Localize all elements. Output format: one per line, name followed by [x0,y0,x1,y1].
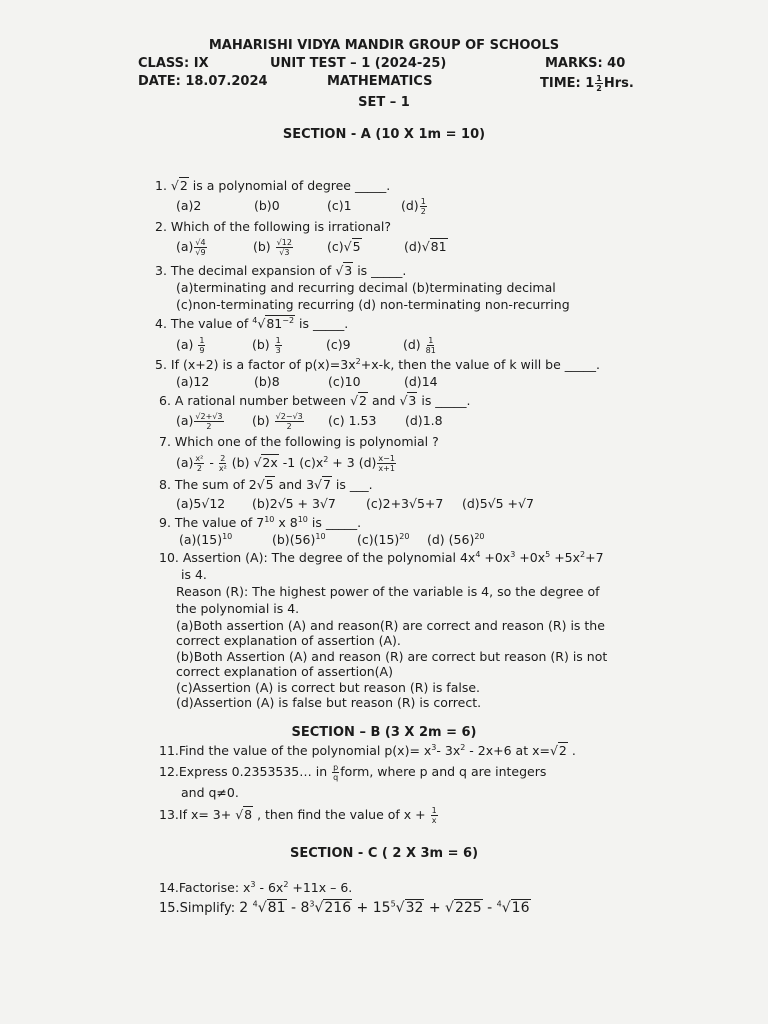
q9-option-c: $(c)(15)^{20}$ [357,531,410,547]
q9-option-b: $(b)(56)^{10}$ [272,531,326,547]
subject-label: MATHEMATICS [327,74,433,89]
q2-option-c: (c)√5 [327,239,361,254]
section-b-title: SECTION – B (3 X 2m = 6) [291,725,477,740]
marks-label: MARKS: 40 [545,56,626,71]
q5-option-b: (b)8 [254,374,280,389]
school-name: MAHARISHI VIDYA MANDIR GROUP OF SCHOOLS [208,38,560,53]
q4-option-a: (a) $\frac{1}{9}$ [176,336,205,355]
question-5-options [176,374,438,389]
question-10-line-2: is 4. [181,567,207,582]
question-10-reason: Reason (R): The highest power of the variable is 4, so the degree of [176,584,600,599]
question-2-options [176,238,448,257]
q6-option-d: (d)1.8 [405,413,443,428]
q4-option-b: (b) $\frac{1}{3}$ [252,336,281,355]
question-7-options [176,454,397,473]
q5-option-d: (d)14 [404,374,438,389]
question-10-option-c: (c)Assertion (A) is correct but reason (R) is false. [176,680,481,695]
q7-option-c: $(c)x^2 + 3$ [299,454,355,470]
q2-option-d: (d)√81 [404,239,447,254]
time-fraction: $\frac{1}{2}$ [596,74,602,93]
question-13: 13.If x= 3+ √8 , then find the value of x + $\frac{1}{x}$ [159,806,437,825]
question-11: 11.Find the value of the polynomial $p(x)= x^3-$ $3x^2 - 2x+6$ at x=√2 . [159,742,576,758]
q8-option-a: (a)5√12 [176,496,226,511]
test-title: UNIT TEST – 1 (2024-25) [270,56,447,71]
question-4-options [176,336,437,355]
question-9-options [179,532,485,547]
question-5: 5. If (x+2) is a factor of $p(x)=3x^2+x-k$, then the value of k will be _____. [155,356,600,372]
question-1-options [176,197,428,216]
q8-option-c: (c)2+3√5+7 [366,496,444,511]
q9-option-a: $(a)(15)^{10}$ [179,531,233,547]
q5-option-a: (a)12 [176,374,210,389]
q6-option-b: (b) $\frac{√2-√3}{2}$ [252,412,303,431]
q2-option-b: (b) $\frac{√12}{√3}$ [253,238,292,257]
q6-option-a: (a) $\frac{√2+√3}{2}$ [176,412,223,431]
q5-option-c: (c)10 [328,374,361,389]
question-15: 15.Simplify: 2 $^4√81 - 8^3√216 + 15^5√32 + √225 - ^4√16$ [159,899,530,916]
q8-option-b: (b)2√5 + 3√7 [252,496,336,511]
question-10-option-a: (a)Both assertion (A) and reason(R) are correct and reason (R) is the [176,618,605,633]
question-7: 7. Which one of the following is polynomial ? [159,434,439,449]
question-1: 1. √2 is a polynomial of degree _____. [155,178,391,193]
question-6: 6. A rational number between √2 and √3 is _____. [159,393,471,408]
question-2: 2. Which of the following is irrational? [155,219,391,234]
time-prefix: TIME: 1 [540,76,595,91]
question-3-options-line-1: (a)terminating and recurring decimal (b)terminating decimal [176,280,556,295]
question-8: 8. The sum of 2√5 and 3√7 is ___. [159,477,373,492]
q2-option-a: (a) $\frac{√4}{√9}$ [176,238,206,257]
time-label [540,74,634,93]
question-10-line-4: the polynomial is 4. [176,601,300,616]
q4-option-c: (c)9 [326,337,351,352]
question-10-assertion: 10. Assertion (A): The degree of the polynomial $4x^4 +0x^3 +0x^5 +5x^2+7$ [159,549,604,565]
question-14: 14.Factorise: $x^3 - 6x^2 +11x - 6$. [159,879,353,895]
question-12: 12.Express 0.2353535… in $\frac{p}{q}$ form, where p and q are integers [159,763,547,782]
q7-option-b: (b) √2x -1 [231,455,296,470]
question-10-option-b: (b)Both Assertion (A) and reason (R) are correct but reason (R) is not [176,649,608,664]
time-suffix: Hrs. [603,76,634,91]
section-c-title: SECTION - C ( 2 X 3m = 6) [289,846,479,861]
q9-option-d: (d) $(56)^{20}$ [427,531,485,547]
question-3-options-line-2: (c)non-terminating recurring (d) non-terminating non-recurring [176,297,570,312]
q6-option-c: (c) 1.53 [328,413,377,428]
question-12-cont: and q≠0. [181,785,239,800]
q8-option-d: (d)5√5 +√7 [462,496,534,511]
section-a-title: SECTION - A (10 X 1m = 10) [282,127,486,142]
q4-option-d: (d) $\frac{1}{81}$ [403,336,436,355]
question-4: 4. The value of $^4√81^{-2}$ is _____. [155,315,349,331]
question-8-options [176,496,534,511]
q1-option-c: (c)1 [327,198,352,213]
class-label: CLASS: IX [138,56,209,71]
q1-option-d: (d) $\frac{1}{2}$ [401,197,426,216]
set-label: SET – 1 [358,95,410,110]
q1-option-b: (b)0 [254,198,280,213]
q1-option-a: (a)2 [176,198,202,213]
question-9: 9. The value of $7^{10}$ x $8^{10}$ is _____. [159,514,362,530]
question-10-option-a-cont: correct explanation of assertion (A). [176,633,401,648]
question-6-options [176,412,443,431]
question-10-option-d: (d)Assertion (A) is false but reason (R) is correct. [176,695,482,710]
question-3: 3. The decimal expansion of √3 is _____. [155,263,407,278]
date-label: DATE: 18.07.2024 [138,74,268,89]
q7-option-a: (a) $\frac{\text{x²}}{2}$ - $\frac{2}{\text{x²}}$ [176,454,227,473]
question-10-option-b-cont: correct explanation of assertion(A) [176,664,393,679]
q7-option-d: (d) $\frac{x-1}{x+1}$ [358,454,395,473]
